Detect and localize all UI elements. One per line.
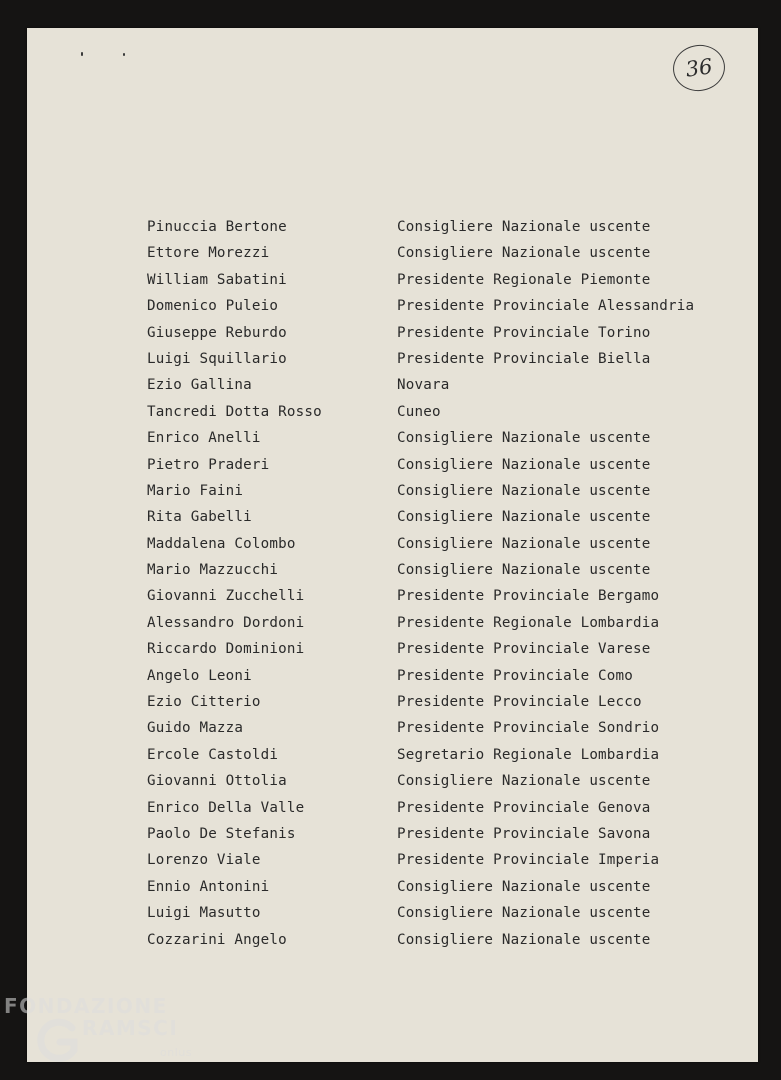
person-name: William Sabatini (147, 271, 287, 288)
list-row (147, 293, 747, 319)
person-role: Cuneo (397, 403, 441, 420)
person-name: Cozzarini Angelo (147, 931, 287, 948)
person-name: Guido Mazza (147, 720, 244, 737)
list-row (147, 821, 747, 847)
person-role: Consigliere Nazionale uscente (397, 931, 651, 948)
person-role: Presidente Provinciale Bergamo (397, 588, 660, 605)
person-role: Presidente Regionale Piemonte (397, 271, 651, 288)
person-name: Giovanni Ottolia (147, 773, 287, 790)
person-name: Pinuccia Bertone (147, 219, 287, 235)
list-row (147, 504, 747, 530)
list-row (147, 927, 747, 953)
person-role: Presidente Provinciale Alessandria (397, 298, 695, 315)
fondazione-gramsci-watermark (4, 994, 204, 1074)
list-row (147, 768, 747, 794)
person-name: Ezio Citterio (147, 694, 261, 711)
person-role: Presidente Provinciale Torino (397, 324, 651, 341)
person-role: Presidente Provinciale Genova (397, 799, 651, 816)
list-row (147, 847, 747, 873)
person-role: Novara (397, 377, 450, 394)
list-row (147, 663, 747, 689)
person-name: Tancredi Dotta Rosso (147, 403, 322, 420)
list-row (147, 372, 747, 398)
list-row (147, 399, 747, 425)
list-row (147, 583, 747, 609)
ink-mark (123, 53, 125, 56)
person-name: Luigi Masutto (147, 905, 261, 922)
list-row (147, 531, 747, 557)
person-role: Consigliere Nazionale uscente (397, 562, 651, 579)
person-role: Consigliere Nazionale uscente (397, 905, 651, 922)
person-name: Paolo De Stefanis (147, 825, 296, 842)
person-role: Consigliere Nazionale uscente (397, 430, 651, 447)
list-row (147, 346, 747, 372)
person-name: Luigi Squillario (147, 350, 287, 367)
person-name: Giuseppe Reburdo (147, 324, 287, 341)
person-role: Presidente Regionale Lombardia (397, 614, 660, 631)
person-name: Ercole Castoldi (147, 746, 279, 763)
person-role: Presidente Provinciale Biella (397, 350, 651, 367)
person-name: Giovanni Zucchelli (147, 588, 305, 605)
typewritten-page (27, 28, 758, 1062)
person-role: Presidente Provinciale Lecco (397, 694, 642, 711)
person-role: Consigliere Nazionale uscente (397, 535, 651, 552)
list-row (147, 689, 747, 715)
person-role: Consigliere Nazionale uscente (397, 219, 651, 235)
person-name: Riccardo Dominioni (147, 641, 305, 658)
person-name: Angelo Leoni (147, 667, 252, 684)
person-name: Ennio Antonini (147, 878, 270, 895)
person-name: Ettore Morezzi (147, 245, 270, 262)
list-row (147, 240, 747, 266)
person-role: Consigliere Nazionale uscente (397, 245, 651, 262)
watermark-line2: RAMSCI (82, 1016, 179, 1040)
person-name: Maddalena Colombo (147, 535, 296, 552)
person-role: Presidente Provinciale Imperia (397, 852, 660, 869)
watermark-line1: FONDAZIONE (4, 994, 168, 1018)
name-role-list (147, 214, 747, 953)
list-row (147, 742, 747, 768)
person-role: Presidente Provinciale Sondrio (397, 720, 660, 737)
list-row (147, 795, 747, 821)
person-name: Ezio Gallina (147, 377, 252, 394)
person-name: Pietro Praderi (147, 456, 270, 473)
person-name: Domenico Puleio (147, 298, 279, 315)
watermark-line3: onlus (160, 1046, 192, 1059)
person-role: Segretario Regionale Lombardia (397, 746, 660, 763)
list-row (147, 267, 747, 293)
list-row (147, 452, 747, 478)
handwritten-page-number: 36 (670, 42, 728, 95)
list-row (147, 900, 747, 926)
list-row (147, 610, 747, 636)
person-role: Consigliere Nazionale uscente (397, 456, 651, 473)
list-row (147, 557, 747, 583)
list-row (147, 214, 747, 240)
list-row (147, 874, 747, 900)
list-row (147, 636, 747, 662)
person-name: Alessandro Dordoni (147, 614, 305, 631)
person-role: Consigliere Nazionale uscente (397, 878, 651, 895)
person-name: Enrico Anelli (147, 430, 261, 447)
gramsci-g-logo-icon (32, 1016, 82, 1066)
person-name: Enrico Della Valle (147, 799, 305, 816)
person-role: Presidente Provinciale Como (397, 667, 634, 684)
person-name: Lorenzo Viale (147, 852, 261, 869)
person-role: Consigliere Nazionale uscente (397, 509, 651, 526)
list-row (147, 478, 747, 504)
person-name: Mario Faini (147, 482, 244, 499)
list-row (147, 715, 747, 741)
person-role: Consigliere Nazionale uscente (397, 482, 651, 499)
person-role: Presidente Provinciale Varese (397, 641, 651, 658)
person-role: Consigliere Nazionale uscente (397, 773, 651, 790)
person-role: Presidente Provinciale Savona (397, 825, 651, 842)
person-name: Mario Mazzucchi (147, 562, 279, 579)
list-row (147, 320, 747, 346)
person-name: Rita Gabelli (147, 509, 252, 526)
list-row (147, 425, 747, 451)
ink-mark (81, 52, 83, 56)
